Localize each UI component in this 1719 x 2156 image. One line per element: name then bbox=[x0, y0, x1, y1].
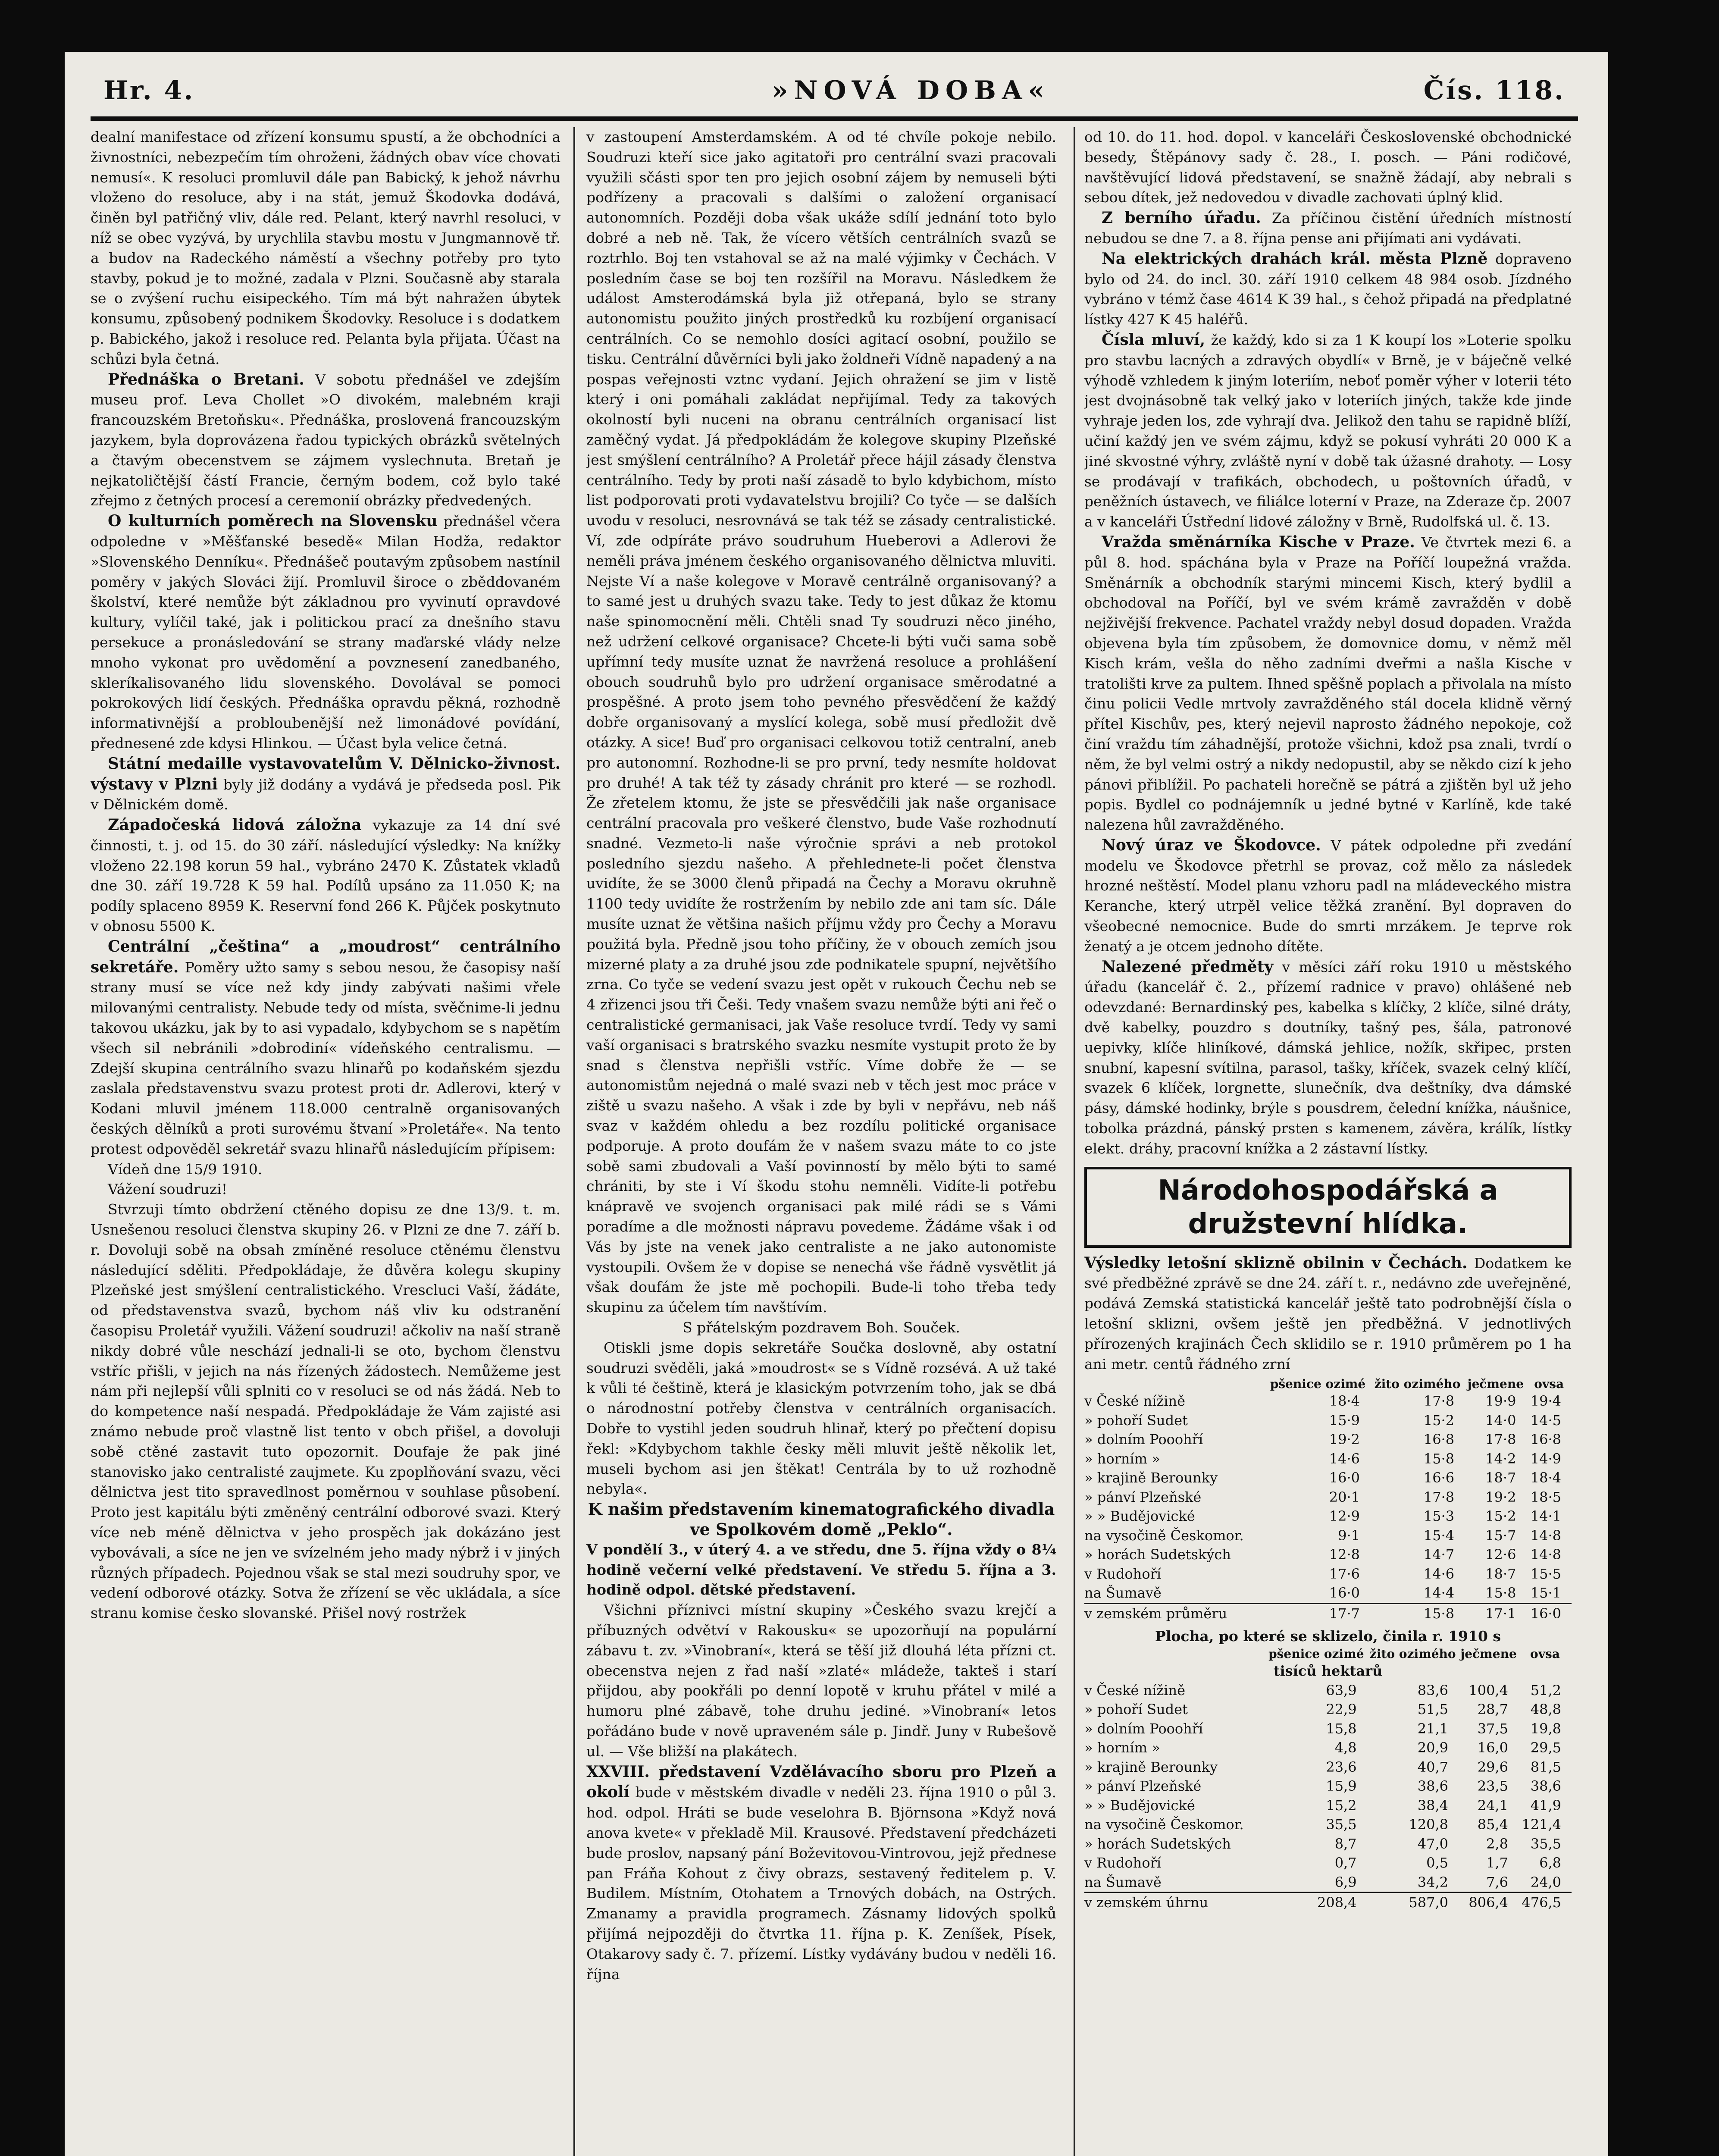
news-item-heading: Státní medaille vystavovatelům V. Dělnicko-živnost. výstavy v Plzni bbox=[91, 754, 560, 793]
news-item-heading: Nalezené předměty bbox=[1102, 957, 1274, 976]
news-item-text: Ve čtvrtek mezi 6. a půl 8. hod. spáchána byla v Praze na Poříčí loupežná vražda. Směnárník a obchodník starými mincemi Kisch, který bydlil a obchodoval na Poříčí, byl ve svém krámě zavražděn v době nejživější frekvence. Pachatel vraždy nebyl dosud dopaden. Vražda objevena byla tím způsobem, že domovnice domu, v němž měl Kisch krám, vešla do něho zadními dveřmi a našla Kische v tratolišti krve za pultem. Ihned spěšně poplach a přivolala na místo činu policii Vedle mrtvoly zavražděného stál docela klidně věrný přítel Kischův, pes, který nejevil naprosto žádného nepokoje, což činí vraždu tím záhadnější, protože všichni, kdož psa znali, tvrdí o něm, že byl velmi ostrý a nikdy nedopustil, aby se někdo cizí k jeho pánovi přiblížil. Po pachateli horečně se pátrá a zjištěn byl už jeho popis. Bydlel co podnájemník u jedné bytné v Karlíně, kde také nalezena hůl zavražděného. bbox=[1084, 533, 1572, 834]
table-cell: 20,9 bbox=[1417, 1739, 1448, 1756]
issue-number: Hr. 4. bbox=[103, 75, 195, 106]
table-row bbox=[1084, 1583, 1572, 1603]
news-item bbox=[1084, 330, 1572, 532]
news-item-heading: Centrální „čeština“ a „moudrost“ centrálního sekretáře. bbox=[91, 937, 560, 976]
table-row bbox=[1084, 1488, 1572, 1507]
table-cell: 16·0 bbox=[1526, 1603, 1572, 1623]
news-item bbox=[1084, 957, 1572, 1159]
article-text: Otiskli jsme dopis sekretáře Součka doslovně, aby ostatní soudruzi svěděli, jaká »moudrost« se s Vídně rozsévá. A už také k vůli té češtině, která je klasickým potvrzením toho, jak se dbá o národnostní potřeby členstva v centrálních organisacích. Dobře to vystihl jeden soudruh hlinař, který po přečtení dopisu řekl: »Kdybychom takhle česky měli mluvit ještě několik let, museli bychom asi jen štěkat! Centrála by to už rozhodně nebyla«. bbox=[586, 1339, 1056, 1498]
article-text: V pondělí 3., v úterý 4. a ve středu, dne 5. října vždy o 8¼ hodině večerní velké představení. Ve středu 5. října a 3. hodině odpol. dětské představení. bbox=[586, 1541, 1056, 1598]
table-cell: 35,5 bbox=[1530, 1835, 1561, 1852]
column-divider bbox=[573, 127, 575, 2156]
table-cell: 12·8 bbox=[1329, 1546, 1360, 1563]
table-cell: 15,8 bbox=[1326, 1720, 1357, 1737]
table-cell: 121,4 bbox=[1522, 1816, 1561, 1833]
article-text: v zastoupení Amsterdamském. A od té chvíle pokoje nebilo. Soudruzi kteří sice jako agitatoři pro centrální svazi pracovali využili sčásti spor ten pro jejich osobní zájem by nemuseli býti podřízeny a pracovali s dalšími o založení organisací autonomních. Později doba však ukáže sdílí jednání toto bylo dobré a neb ně. Tak, že vícero větších centrálních svazů se roztrhlo. Boj ten vstahoval se až na malé výjimky v Čechách. V posledním čase se boj ten rozšířil na Moravu. Následkem že událost Amsterodámská byla již otřepaná, bylo se strany autonomistu použito jiných prostředků ku rozbíjení organisací centrálních. Co se nemohlo dosíci agitací osobní, použilo se tisku. Centrální důvěrníci byli jako žoldneři Vídně napadený a na pospas veřejnosti vztnc vydaní. Jejich ohražení se jim v listě který i oni pomáhali zakládat nepřijímal. Tedy za takových okolností byli nuceni na obranu centrálních organisací list zaměčný vydat. Já předpokládám že kolegove skupiny Plzeňské jest smýšlení centrálního? A Proletář přece hájil zásady členstva centrálního. Tedy by proti naší zásadě to bylo kdybichom, místo list podporovati proti vydavatelstvu brojili? Co tyče — se dalších uvodu v resoluci, nesrovnává se tak též se zásady centralistické. Ví, zde odpíráte právo soudruhum Hueberovi a Adlerovi že neměli práva jménem českého organisovaného dělnictva mluviti. Nejste Ví a naše kolegove v Moravě centrálně organisovaný? a to samé jest u druhých svazu take. Tedy to jest důkaz že ktomu naše spinomocnění měli. Chtěli snad Ty soudruzi něco jiného, než udržení celkové organisace? Chcete-li býti vuči sama sobě upřímní tedy musíte uznat že navržená resoluce a prohlášení obouch soudruhů bylo pro udržení organisace směrodatné a prospěšné. A proto jsem toho pevného přesvědčení že každý dobře organisovaný a myslící kolega, sobě musí předložit dvě otázky. A sice! Buď pro organisaci celkovou totiž centralní, aneb pro autonomní. Rozhodne-li se pro první, tedy nesmíte holdovat pro druhé! A tak též ty zásady chránit pro které — se rozhodl. Že zřetelem ktomu, že jste se přesvědčili jak naše organisace centrální pracovala pro veškeré členstvo, bude Vaše rozhodnutí snadné. Vezmeto-li naše výročnie správi a neb protokol posledního sjezdu našeho. A přehlednete-li počet členstva uvidíte, že se 3000 členů připadá na Čechy a Moravu okruhně 1100 tedy uvidíte že rostržením by nebilo zde ani tam síc. Dále musíte uznat že většina našich příjmu vždy pro Čechy a Moravu použitá byla. Předně jsou toho příčiny, že v obouch zemích jsou mizerné platy a za druhé jsou zde podnikatele spupní, největšího zrna. Co tyče se vedení svazu jest opět v rukouch Čechu neb se 4 zřizenci jsou tři Češi. Tedy vnašem svazu nemůže býti ani řeč o centralistické germanisaci, jak Vaše resoluce tvrdí. Tedy vy sami vaší organisaci s bratrského svazku nesmíte vystupit proto že by snad s členstva nepřišli vstříc. Víme dobře že — se autonomistům nejedná o malé svazi neb v těch jest moc práce v ziště u svazu našeho. A však i zde by byli v nepřávu, neb náš svaz v každém ohledu a bez rozdílu politické organisace podporuje. A proto doufám že v našem svazu máte to co jste sobě sami zbudovali a Vaší povinností by mělo býti to samé chrániti, by ste i Ví škodu stohu nemněli. Vidíte-li potřebu knápravě ve svojench organisaci pak milé rádi se s Vámi poradíme a dle možnosti nápravu povedeme. Žádáme však i od Vás by jste na venek jako centraliste a ne jako autonomiste vystoupili. Ovšem že v dopise se nenechá vše řádně vysvětlit já však doufám že jste mě pochopili. Bude-li toho třeba tedy skupinu za účelem tím navštívím. bbox=[586, 128, 1056, 1316]
row-label: v Rudohoří bbox=[1084, 1855, 1162, 1871]
table-cell: 51,2 bbox=[1530, 1682, 1561, 1698]
news-item-text: Vážení soudruzi! bbox=[108, 1181, 228, 1198]
article-text: dealní manifestace od zřízení konsumu spustí, a že obchodníci a živnostníci, nebezpečím tím ohroženi, žádných obav více chovati nemusí«. K resoluci promluvil dále pan Babický, k jehož návrhu vloženo do resoluce, aby i na stát, jemuž Škodovka dodává, činěn byl patřičný vliv, dále red. Pelant, který navrhl resoluci, v níž se obec vyzývá, by urychlila stavbu mostu v Jungmannově tř. a budov na Radeckého náměstí a všechny potřeby pro tyto stavby, pokud je to možné, zadala v Plzni. Současně aby starala se o zvýšení ruchu eisipeckého. Tím má být nahražen úbytek konsumu, způsobený podnikem Škodovky. Resoluce i s dodatkem p. Babického, jakož i resoluce red. Pelanta byla přijata. Účast na schůzi byla četná. bbox=[91, 128, 560, 367]
table-cell: 83,6 bbox=[1417, 1682, 1448, 1698]
table-cell: 16·8 bbox=[1423, 1431, 1455, 1448]
table-caption: Plocha, po které se sklizelo, činila r. 1910 s bbox=[1155, 1628, 1501, 1645]
table-row bbox=[1084, 1738, 1572, 1758]
news-item-heading: Nový úraz ve Škodovce. bbox=[1102, 836, 1321, 854]
table-cell: 17·8 bbox=[1423, 1489, 1455, 1505]
area-table bbox=[1084, 1647, 1572, 1912]
news-item bbox=[91, 815, 560, 937]
column-header: pšenice ozimé bbox=[1268, 1647, 1364, 1661]
article-text bbox=[1084, 1253, 1572, 1375]
table-cell: 17·8 bbox=[1423, 1393, 1455, 1410]
news-item bbox=[91, 1179, 560, 1200]
row-label: » pohoří Sudet bbox=[1084, 1701, 1188, 1718]
table-cell: 1,7 bbox=[1486, 1855, 1508, 1871]
row-label: na vysočině Českomor. bbox=[1084, 1527, 1244, 1544]
table-cell: 14·8 bbox=[1530, 1546, 1561, 1563]
section-box-title: Národohospodářská a družstevní hlídka. bbox=[1084, 1167, 1572, 1248]
news-item bbox=[1084, 249, 1572, 330]
header-rule bbox=[91, 116, 1578, 121]
news-item-text: že každý, kdo si za 1 K koupí los »Loterie spolku pro stavbu lacných a zdravých obydlí« v Brně, je v báječně velké výhodě vzhledem k jiným loteriím, neboť poměr výher v loterii této jest dvojnásobně tak velký jako v loteriích jiných, takže kde jinde vyhraje jeden los, zde vyhrají dva. Jelikož den tahu se rapidně blíží, učiní každý jen ve svém zájmu, když se pokusí vyhráti 20 000 K a jiné skvostné výhry, zvláště nyní v době tak úžasné drahoty. — Losy se prodávají v trafikách, obchodech, u poštovních úřadů, v peněžních ústavech, ve filiálce loterní v Praze, na Zderaze čp. 2007 a v kanceláři Ústřední lidové záložny v Brně, Rudolfská ul. č. 13. bbox=[1084, 331, 1572, 530]
table-cell: 29,6 bbox=[1477, 1758, 1508, 1775]
table-row bbox=[1084, 1507, 1572, 1526]
table-cell: 15·7 bbox=[1485, 1527, 1516, 1544]
table-row bbox=[1084, 1758, 1572, 1777]
table-row bbox=[1084, 1526, 1572, 1545]
table-cell: 17·6 bbox=[1329, 1565, 1360, 1582]
column-3 bbox=[1084, 127, 1572, 2156]
table-cell: 14·9 bbox=[1530, 1450, 1561, 1467]
table-cell: 17·7 bbox=[1265, 1603, 1370, 1623]
table-cell: 14·5 bbox=[1530, 1412, 1561, 1429]
page-header bbox=[99, 75, 1574, 119]
news-item-heading: Z berního úřadu. bbox=[1102, 209, 1261, 227]
table-row bbox=[1084, 1681, 1572, 1700]
table-row bbox=[1084, 1893, 1572, 1912]
table-cell: 18·4 bbox=[1530, 1470, 1561, 1486]
news-item bbox=[91, 1159, 560, 1180]
table-cell: 22,9 bbox=[1326, 1701, 1357, 1718]
table-cell: 806,4 bbox=[1459, 1893, 1519, 1912]
table-cell: 6,8 bbox=[1539, 1855, 1561, 1871]
article-heading: K našim představením kinematografického divadla ve Spolkovém domě „Peklo“. bbox=[588, 1499, 1055, 1539]
table-cell: 81,5 bbox=[1530, 1758, 1561, 1775]
table-cell: 15·3 bbox=[1423, 1508, 1455, 1525]
table-cell: 8,7 bbox=[1334, 1835, 1357, 1852]
article-text: od 10. do 11. hod. dopol. v kanceláři Československé obchodnické besedy, Štěpánovy sady č. 28., I. posch. — Páni rodičové, navštěvující lidová představení, se snažně žádají, aby nebrali s sebou dítek, jež nedovedou v divadle zachovati úplný klid. bbox=[1084, 128, 1572, 206]
article-text: Všichni příznivci místní skupiny »Českého svazu krejčí a příbuzných odvětví v Rakousku« se upozorňují na populární zábavu t. zv. »Vinobraní«, která se těší již dlouhá léta přízni ct. obecenstva nejen z řad naší »zlaté« mládeže, takteš i starí přijdou, aby pookřáli po denní lopotě v kruhu přátel v milé a humoru plné zábavě, tohe druhu jediné. »Vinobraní« letos pořádáno bude v nově upraveném sále p. Jindř. Juny v Rubešově ul. — Vše bližší na plakátech. bbox=[586, 1601, 1056, 1760]
table-cell: 38,6 bbox=[1530, 1778, 1561, 1795]
news-item-text: Stvrzuji tímto obdržení ctěného dopisu ze dne 13/9. t. m. Usnešenou resoluci členstva skupiny 26. v Plzni ze dne 7. září b. r. Dovoluji sobě na obsah zmíněné resoluce ctěnému členstvu následující sděliti. Předpokládaje, že důvěra kolegu skupiny Plzeňské jest smýšlení centralistického. Vrescluci Vaší, žádáte, od představenstva svazů, bychom náš vliv ku odstranění časopisu Proletář využili. Vážení soudruzi! ačkoliv na naší straně nikdy dobré vůle neschází jednali-li se oto, bychom členstvu vstříc přišli, v jejich na nás řízených žádostech. Nemůžeme jest nám při nejlepší vůli splniti co v resoluci se od nás žádá. Neb to do kompetence naší nespadá. Předpokládaje že Vám zajisté asi známo nebude proč vlastně list tento v obch přišel, a dovoluji sobě ctěné zastavit tuto opozornit. Doufaje že pak jiné stanovisko jako centralisté zaujmete. Ku zpoplňování svazu, věci dělnictva jest tito spravedlnost poměrnou v souhlase působení. Proto jest kapitálu býti změněný centrální odborové svazi. Který více neb méně dělnictva v jeho prospěch jak dokázáno jest vybovávali, a síce ne jen ve svízelném jeho mady nýbrž i v jiných různých případech. Pojednou však se stal mezi soudruhy spor, ve vedení odborové otázky. Sotva že zřízení se věc ukládala, a síce stranu komise česko slovanské. Přišel nový rostržek bbox=[91, 1201, 560, 1622]
table-row bbox=[1084, 1700, 1572, 1719]
page-number: Čís. 118. bbox=[1423, 75, 1565, 106]
table-row bbox=[1084, 1777, 1572, 1796]
table-cell: 7,6 bbox=[1486, 1874, 1508, 1890]
table-cell: 16·6 bbox=[1423, 1470, 1455, 1486]
table-row bbox=[1084, 1545, 1572, 1564]
table-cell: 14·6 bbox=[1329, 1450, 1360, 1467]
table-cell: 14·8 bbox=[1530, 1527, 1561, 1544]
table-cell: 208,4 bbox=[1265, 1893, 1367, 1912]
table-cell: 24,1 bbox=[1477, 1797, 1508, 1814]
column-header: ovsa bbox=[1534, 1377, 1564, 1391]
table-cell: 16·0 bbox=[1329, 1585, 1360, 1601]
row-label: » » Budějovické bbox=[1084, 1508, 1195, 1525]
table-cell: 21,1 bbox=[1417, 1720, 1448, 1737]
table-cell: 20·1 bbox=[1329, 1489, 1360, 1505]
table-cell: 28,7 bbox=[1477, 1701, 1508, 1718]
column-header: žito ozimého bbox=[1374, 1377, 1461, 1391]
table-cell: 19·4 bbox=[1530, 1393, 1561, 1410]
table-cell: 38,4 bbox=[1417, 1797, 1448, 1814]
row-label: » krajině Berounky bbox=[1084, 1470, 1218, 1486]
news-item bbox=[91, 754, 560, 815]
article-text bbox=[586, 1762, 1056, 1985]
table-cell: 17·8 bbox=[1485, 1431, 1516, 1448]
table-cell: 63,9 bbox=[1326, 1682, 1357, 1698]
table-cell: 34,2 bbox=[1417, 1874, 1448, 1890]
table-cell: 15·5 bbox=[1530, 1565, 1561, 1582]
table-cell: 12·6 bbox=[1485, 1546, 1516, 1563]
news-item bbox=[91, 511, 560, 754]
row-label: na Šumavě bbox=[1084, 1585, 1162, 1601]
table-row bbox=[1084, 1468, 1572, 1488]
table-cell: 15·1 bbox=[1530, 1585, 1561, 1601]
row-label: v zemském úhrnu bbox=[1084, 1893, 1265, 1912]
table-cell: 15·2 bbox=[1485, 1508, 1516, 1525]
table-row bbox=[1084, 1391, 1572, 1411]
table-cell: 35,5 bbox=[1326, 1816, 1357, 1833]
table-cell: 23,6 bbox=[1326, 1758, 1357, 1775]
table-row bbox=[1084, 1853, 1572, 1873]
row-label: v České nížině bbox=[1084, 1393, 1186, 1410]
news-item-text: V pátek odpoledne při zvedání modelu ve Škodovce přetrhl se provaz, což mělo za následek hrozné neštěstí. Model planu vzhoru padl na mládeveckého mistra Keranche, který utrpěl velice těžká zranění. Byl dopraven do všeobecné nemocnice. Bude do smrti mrzákem. Je teprve rok ženatý a je otcem jednoho dítěte. bbox=[1084, 837, 1572, 955]
column-header: ovsa bbox=[1530, 1647, 1560, 1661]
row-label: » pánví Plzeňské bbox=[1084, 1489, 1202, 1505]
table-cell: 19·2 bbox=[1485, 1489, 1516, 1505]
article-body: bude v městském divadle v neděli 23. října 1910 o půl 3. hod. odpol. Hráti se bude veselohra B. Björnsona »Když nová anova kvete« v překladě Mil. Krausové. Představení předcházeti bude proslov, napsaný pání Boževitovou-Vintrovou, jejž přednese pan Fráňa Kohout z čivy obrazs, sestavený ředitelem p. V. Budilem. Místním, Otohatem a Trnových dobách, na Ostrých. Zmanamy a pravidla programech. Zásnamy lidových spolků přijímá nejpozději do čtvrtka 11. října p. K. Zeníšek, Písek, Otakarovy sady č. 7. přízemí. Lístky vydávány budou v neděli 16. října bbox=[586, 1784, 1056, 1983]
table-cell: 47,0 bbox=[1417, 1835, 1448, 1852]
news-item bbox=[1084, 208, 1572, 249]
news-item-text: Za příčinou čistění úředních místností nebudou se dne 7. a 8. října pense ani přijímati ani vydávati. bbox=[1084, 210, 1572, 247]
table-cell: 2,8 bbox=[1486, 1835, 1508, 1852]
table-cell: 15,9 bbox=[1326, 1778, 1357, 1795]
table-cell: 120,8 bbox=[1409, 1816, 1448, 1833]
news-item-heading: Vražda směnárníka Kische v Praze. bbox=[1102, 533, 1415, 551]
table-cell: 37,5 bbox=[1477, 1720, 1508, 1737]
table-cell: 587,0 bbox=[1367, 1893, 1459, 1912]
table-cell: 29,5 bbox=[1530, 1739, 1561, 1756]
table-header-row bbox=[1084, 1647, 1572, 1661]
table-cell: 15·8 bbox=[1423, 1450, 1455, 1467]
table-cell: 15·2 bbox=[1423, 1412, 1455, 1429]
table-cell: 9·1 bbox=[1338, 1527, 1360, 1544]
table-cell: 14·2 bbox=[1485, 1450, 1516, 1467]
news-item bbox=[91, 1200, 560, 1623]
news-item-text: vykazuje za 14 dní své činnosti, t. j. od 15. do 30 září. následující výsledky: Na knížky vloženo 22.198 korun 59 hal., vybráno 2470 K. Zůstatek vkladů dne 30. září 19.728 K 59 hal. Podílů upsáno za 11.050 K; na podíly splaceno 8959 K. Reservní fond 266 K. Půjček poskytnuto v obnosu 5500 K. bbox=[91, 817, 560, 935]
row-label: » horním » bbox=[1084, 1450, 1160, 1467]
masthead-title: »NOVÁ DOBA« bbox=[772, 75, 1050, 106]
column-divider bbox=[1074, 127, 1075, 2156]
table-cell: 6,9 bbox=[1334, 1874, 1357, 1890]
row-label: » horách Sudetských bbox=[1084, 1835, 1231, 1852]
table-cell: 16·8 bbox=[1530, 1431, 1561, 1448]
news-item-heading: Na elektrických drahách král. města Plzně bbox=[1102, 249, 1488, 268]
news-item-heading: Západočeská lidová záložna bbox=[108, 816, 362, 834]
article-heading: XXVIII. představení Vzdělávacího sboru pro Plzeň a okolí bbox=[586, 1762, 1056, 1802]
news-item bbox=[1084, 532, 1572, 835]
table-row bbox=[1084, 1834, 1572, 1854]
table-row bbox=[1084, 1815, 1572, 1834]
column-1 bbox=[91, 127, 560, 2156]
table-cell: 51,5 bbox=[1417, 1701, 1448, 1718]
table-cell: 19·9 bbox=[1485, 1393, 1516, 1410]
table-cell: 476,5 bbox=[1519, 1893, 1572, 1912]
row-label: v zemském průměru bbox=[1084, 1603, 1265, 1623]
news-item-text: přednášel včera odpoledne v »Měšťanské besedě« Milan Hodža, redaktor »Slovenského Denníku«. Přednášeč poutavým způsobem nastínil poměry v jakých Slováci žijí. Promluvil široce o zběddovaném školství, které nemůže být základnou pro vyvinutí opravdové kultury, vylíčil také, jak i politickou prací za dnešního stavu persekuce a pronásledování se strany maďarské vlády nelze mnoho vykonat pro uvědomění a povznesení zanedbaného, skleríkalisovaného lidu slovenského. Dovolával se pomoci pokrokových lidí českých. Přednáška opravdu pěkná, rozhodně informativnější a probloubenější než limonádové povídání, přednesené zde kdysi Hlinkou. — Účast byla velice četná. bbox=[91, 513, 560, 752]
row-label: » dolním Pooohří bbox=[1084, 1431, 1203, 1448]
row-label: v Rudohoří bbox=[1084, 1565, 1162, 1582]
table-cell: 19·2 bbox=[1329, 1431, 1360, 1448]
table-cell: 14·0 bbox=[1485, 1412, 1516, 1429]
article-heading: Výsledky letošní sklizně obilnin v Čechách. bbox=[1084, 1253, 1468, 1272]
news-item-heading: Přednáška o Bretani. bbox=[108, 370, 304, 389]
table-row bbox=[1084, 1564, 1572, 1584]
table-cell: 15·8 bbox=[1485, 1585, 1516, 1601]
yield-table bbox=[1084, 1377, 1572, 1623]
newspaper-page bbox=[65, 52, 1608, 2156]
article-body: Dodatkem ke své předběžné zprávě se dne 24. září t. r., nedávno zde uveřejněné, podává Zemská statistická kancelář ještě tato podrobnější čísla o letošní sklizni, ovšem ještě jen předběžná. V jednotlivých přírozených krajinách Čech sklidilo se r. 1910 průměrem po 1 ha ani metr. centů řádného zrní bbox=[1084, 1254, 1572, 1373]
table-cell: 14·4 bbox=[1423, 1585, 1455, 1601]
column-header: pšenice ozimé bbox=[1270, 1377, 1366, 1391]
row-label: » krajině Berounky bbox=[1084, 1758, 1218, 1775]
news-item bbox=[91, 370, 560, 511]
row-label: » dolním Pooohří bbox=[1084, 1720, 1203, 1737]
table-cell: 14·7 bbox=[1423, 1546, 1455, 1563]
table-cell: 4,8 bbox=[1334, 1739, 1357, 1756]
row-label: » pánví Plzeňské bbox=[1084, 1778, 1202, 1795]
table-cell: 16·0 bbox=[1329, 1470, 1360, 1486]
table-cell: 41,9 bbox=[1530, 1797, 1561, 1814]
column-header: ječmene bbox=[1467, 1377, 1524, 1391]
row-label: na vysočině Českomor. bbox=[1084, 1816, 1244, 1833]
table-cell: 15·8 bbox=[1370, 1603, 1465, 1623]
table-row bbox=[1084, 1449, 1572, 1469]
table-cell: 40,7 bbox=[1417, 1758, 1448, 1775]
table-row bbox=[1084, 1796, 1572, 1815]
column-header bbox=[1084, 1377, 1265, 1391]
letter-signature: S přátelským pozdravem Boh. Souček. bbox=[683, 1319, 960, 1336]
row-label: v České nížině bbox=[1084, 1682, 1186, 1698]
news-item-text: byly již dodány a vydává je předseda posl. Pik v Dělnickém domě. bbox=[91, 776, 560, 813]
row-label: na Šumavě bbox=[1084, 1874, 1162, 1890]
table-cell: 38,6 bbox=[1417, 1778, 1448, 1795]
table-cell: 85,4 bbox=[1477, 1816, 1508, 1833]
news-item-text: v měsíci září roku 1910 u městského úřadu (kancelář č. 2., přízemí radnice v pravo) ohlášené neb odevzdané: Bernardinský pes, kabelka s klíčky, 2 klíče, silné dráty, dvě kabelky, pouzdro s doutníky, tašný pes, šála, patronové uepivky, klíče hliníkové, dámská jehlice, nožík, skřipec, prsten snubní, kapesní svítilna, parasol, tašky, kříček, svazek celný klíčí, svazek 6 klíček, lorgnette, slunečník, dva deštníky, dva dámské pásy, dámské hodinky, brýle s pousdrem, čelední knížka, náušnice, tobolka prázdná, pánský prsten s kamenem, závěra, králík, lístky elekt. dráhy, pracovní knížka a 2 zástavní lístky. bbox=[1084, 958, 1572, 1157]
row-label: » pohoří Sudet bbox=[1084, 1412, 1188, 1429]
news-item-text: V sobotu přednášel ve zdejším museu prof. Leva Chollet »O divokém, malebném kraji francouzském Bretoňsku«. Přednáška, proslovená francouzským jazykem, byla doprovázena řadou typických obrázků světelných a čtavým obecenstvem se zájmem vyslechnuta. Bretaň je nejkatoličtější částí Francie, černým bodem, což bylo také zřejmo z četných procesí a ceremonií obrázky předvedených. bbox=[91, 371, 560, 509]
table-cell: 24,0 bbox=[1530, 1874, 1561, 1890]
table-cell: 0,5 bbox=[1426, 1855, 1448, 1871]
row-label: » » Budějovické bbox=[1084, 1797, 1195, 1814]
table-row bbox=[1084, 1411, 1572, 1430]
news-item-text: Poměry užto samy s sebou nesou, že časopisy naší strany musí se více než kdy jindy zabývati našimi vřele milovanými centralisty. Nebude tedy od místa, svěčnime-li jednu takovou ukázku, jak by to asi vypadalo, kdybychom se s napětím všech sil nebránili »dobrodiní« vídeňského centralismu. — Zdejší skupina centrálního svazu hlinařů po kodaňském sjezdu zaslala představenstvu svazu protest proti dr. Adlerovi, který v Kodani mluvil jménem 118.000 centralně organisovaných českých dělníků a proti surovému štvaní »Proletáře«. Na tento protest odpověděl sekretář svazu hlinařů následujícím přípisem: bbox=[91, 959, 560, 1157]
table-cell: 12·9 bbox=[1329, 1508, 1360, 1525]
column-header bbox=[1084, 1647, 1265, 1661]
table-cell: 18·7 bbox=[1485, 1565, 1516, 1582]
table-cell: 15·4 bbox=[1423, 1527, 1455, 1544]
table-cell: 14·1 bbox=[1530, 1508, 1561, 1525]
row-label: » horním » bbox=[1084, 1739, 1160, 1756]
table-row bbox=[1084, 1430, 1572, 1449]
table-cell: 100,4 bbox=[1469, 1682, 1508, 1698]
unit-label: tisíců hektarů bbox=[1273, 1663, 1383, 1680]
table-cell: 18·7 bbox=[1485, 1470, 1516, 1486]
news-item-text: Vídeň dne 15/9 1910. bbox=[108, 1160, 263, 1178]
news-item bbox=[91, 937, 560, 1159]
table-cell: 17·1 bbox=[1465, 1603, 1526, 1623]
table-cell: 23,5 bbox=[1477, 1778, 1508, 1795]
table-row bbox=[1084, 1603, 1572, 1623]
news-item-heading: Čísla mluví, bbox=[1102, 330, 1205, 349]
table-cell: 48,8 bbox=[1530, 1701, 1561, 1718]
news-item-heading: O kulturních poměrech na Slovensku bbox=[108, 512, 438, 530]
table-header-row bbox=[1084, 1377, 1572, 1391]
column-2 bbox=[586, 127, 1056, 2156]
table-cell: 14·6 bbox=[1423, 1565, 1455, 1582]
table-row bbox=[1084, 1873, 1572, 1893]
row-label: » horách Sudetských bbox=[1084, 1546, 1231, 1563]
news-item bbox=[1084, 835, 1572, 957]
table-cell: 15,2 bbox=[1326, 1797, 1357, 1814]
table-cell: 15·9 bbox=[1329, 1412, 1360, 1429]
table-cell: 19,8 bbox=[1530, 1720, 1561, 1737]
column-header: ječmene bbox=[1460, 1647, 1517, 1661]
column-header: žito ozimého bbox=[1370, 1647, 1456, 1661]
table-row bbox=[1084, 1719, 1572, 1739]
table-cell: 18·5 bbox=[1530, 1489, 1561, 1505]
table-cell: 16,0 bbox=[1477, 1739, 1508, 1756]
table-cell: 0,7 bbox=[1334, 1855, 1357, 1871]
table-cell: 18·4 bbox=[1329, 1393, 1360, 1410]
news-item-text: dopraveno bylo od 24. do incl. 30. září 1910 celkem 48 984 osob. Jízdného vybráno v témž čase 4614 K 39 hal., s čehož připadá na předplatné lístky 427 K 45 haléřů. bbox=[1084, 250, 1572, 328]
